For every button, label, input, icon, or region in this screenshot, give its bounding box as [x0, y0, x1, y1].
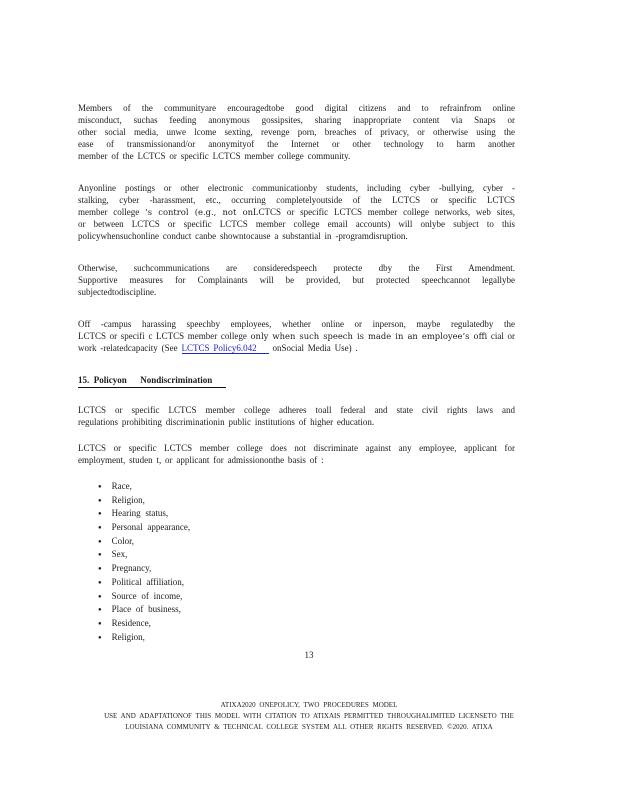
list-item [98, 617, 515, 631]
list-item [98, 494, 515, 508]
bullet-icon: ● [98, 497, 102, 504]
list-item-label: Personal appearance, [111, 522, 191, 533]
paragraph [78, 442, 515, 466]
text-segment: onSocial Media Use) . [268, 343, 358, 353]
text-segment: other social media, unwe lcome sexting, revenge porn, breaches of privacy, or otherwise using the [78, 127, 515, 137]
list-item [98, 548, 515, 562]
text-line [78, 114, 515, 126]
list-item-label: Political affiliation, [111, 576, 184, 587]
bullet-icon: ● [98, 593, 102, 600]
list-item [98, 631, 515, 645]
text-segment: LCTCS or specific LCTCS member college does not discriminate against any employee, applicant for [78, 443, 515, 453]
text-line [78, 404, 515, 416]
bullet-icon: ● [98, 538, 102, 545]
text-line [78, 318, 515, 330]
text-segment: cial or [487, 331, 515, 341]
text-segment: regulations prohibiting discriminationin public institutions of higher education. [78, 417, 375, 427]
list-item-label: Hearing status, [111, 508, 169, 519]
paragraph [78, 102, 515, 162]
alt-font-segment: only when such speech is made in an employee’s offi [250, 331, 488, 341]
text-segment: misconduct, suchas feeding anonymous gossipsites, sharing inappropriate content via Snaps or [78, 115, 515, 125]
list-item [98, 507, 515, 521]
text-segment: Otherwise, suchcommunications are consideredspeech protecte dby the First Amendment. [78, 263, 515, 273]
text-segment: member of the LCTCS or specific LCTCS member college community. [78, 151, 351, 161]
text-segment: subjectedtodiscipline. [78, 287, 157, 297]
text-segment: ease of transmissionand/or anonymityof the Internet or other technology to harm another [78, 139, 515, 149]
page-footer [0, 700, 618, 732]
paragraph [78, 262, 515, 298]
list-item-label: Residence, [111, 617, 151, 628]
text-segment: or between LCTCS or specific LCTCS member college email accounts) will onlybe subject to this [78, 219, 515, 229]
text-line [78, 230, 515, 242]
list-item-label: Source of income, [111, 590, 183, 601]
text-segment: LCTCS or specifi c LCTCS member college [78, 331, 251, 341]
bullet-icon: ● [98, 566, 102, 573]
paragraph [78, 182, 515, 242]
text-line [78, 138, 515, 150]
page-number: 13 [304, 650, 314, 660]
paragraph [78, 318, 515, 354]
footer-line-1: ATIXA2020 ONEPOLICY, TWO PROCEDURES MODEL [220, 701, 398, 709]
bullet-icon: ● [98, 579, 102, 586]
text-segment: Off -campus harassing speechby employees, whether online or inperson, maybe regulatedby the [78, 319, 515, 329]
footer-line-3: LOUISIANA COMMUNITY & TECHNICAL COLLEGE SYSTEM ALL OTHER RIGHTS RESERVED. ©2020. ATIXA [125, 722, 493, 731]
list-item-label: Color, [111, 535, 135, 546]
text-segment: employment, studen t, or applicant for admissiononthe basis of : [78, 455, 324, 465]
text-segment: LCTCS or specific LCTCS member college networks, web sites, [253, 207, 515, 217]
bullet-icon: ● [98, 484, 102, 490]
list-item-label: Sex, [111, 549, 128, 560]
footer-line-2: USE AND ADAPTATIONOF THIS MODEL WITH CITATION TO ATIXAIS PERMITTED THROUGHALIMITED LICENSETO THE [104, 711, 514, 720]
text-line [78, 182, 515, 194]
text-line [78, 262, 515, 274]
bullet-icon: ● [98, 511, 102, 518]
alt-font-segment: ’s control (e.g., not on [145, 207, 254, 217]
list-item [98, 603, 515, 617]
list-item [98, 562, 515, 576]
list-item [98, 590, 515, 604]
list-item-label: Place of business, [111, 604, 181, 615]
lctcs-policy-link[interactable]: LCTCS Policy6.042 [182, 343, 269, 354]
text-line [78, 126, 515, 138]
bullet-icon: ● [98, 634, 102, 641]
text-line [78, 330, 515, 342]
bullet-icon: ● [98, 620, 102, 627]
text-segment: Members of the communityare encouragedtobe good digital citizens and to refrainfrom online [78, 103, 515, 113]
text-segment: LCTCS or specific LCTCS member college adheres toall federal and state civil rights laws and [78, 405, 515, 415]
list-item [98, 480, 515, 494]
text-line [78, 442, 515, 454]
text-line [78, 218, 515, 230]
text-segment: member college [78, 207, 146, 217]
text-segment: work -relatedcapacity (See [78, 343, 182, 353]
text-line [78, 206, 515, 218]
bullet-icon: ● [98, 552, 102, 559]
text-line [78, 150, 515, 162]
text-segment: stalking, cyber -harassment, etc., occurring completelyoutside of the LCTCS or specific LCTCS [78, 195, 515, 205]
list-item-label: Pregnancy, [111, 563, 152, 574]
list-item [98, 576, 515, 590]
bullet-icon: ● [98, 607, 102, 614]
text-segment: Supportive measures for Complainants will be provided, but protected speechcannot legallybe [78, 275, 515, 285]
text-segment: policywhensuchonline conduct canbe showntocause a substantial in -programdisruption. [78, 231, 408, 241]
list-item [98, 535, 515, 549]
text-line [78, 102, 515, 114]
text-line [78, 194, 515, 206]
text-line [78, 416, 515, 428]
bullet-list [78, 480, 515, 644]
text-line [78, 274, 515, 286]
section-heading [78, 374, 515, 388]
document-body [78, 102, 515, 644]
list-item-label: Religion, [111, 631, 145, 642]
text-line [78, 286, 515, 298]
text-segment: Anyonline postings or other electronic communicationby students, including cyber -bullying, cyber - [78, 183, 515, 193]
list-item-label: Religion, [111, 494, 145, 505]
text-line [78, 454, 515, 466]
list-item-label: Race, [111, 481, 132, 491]
bullet-icon: ● [98, 525, 102, 532]
list-item [98, 521, 515, 535]
section-heading-text: 15. Policyon Nondiscrimination [78, 374, 226, 388]
paragraph [78, 404, 515, 428]
text-line [78, 342, 515, 354]
